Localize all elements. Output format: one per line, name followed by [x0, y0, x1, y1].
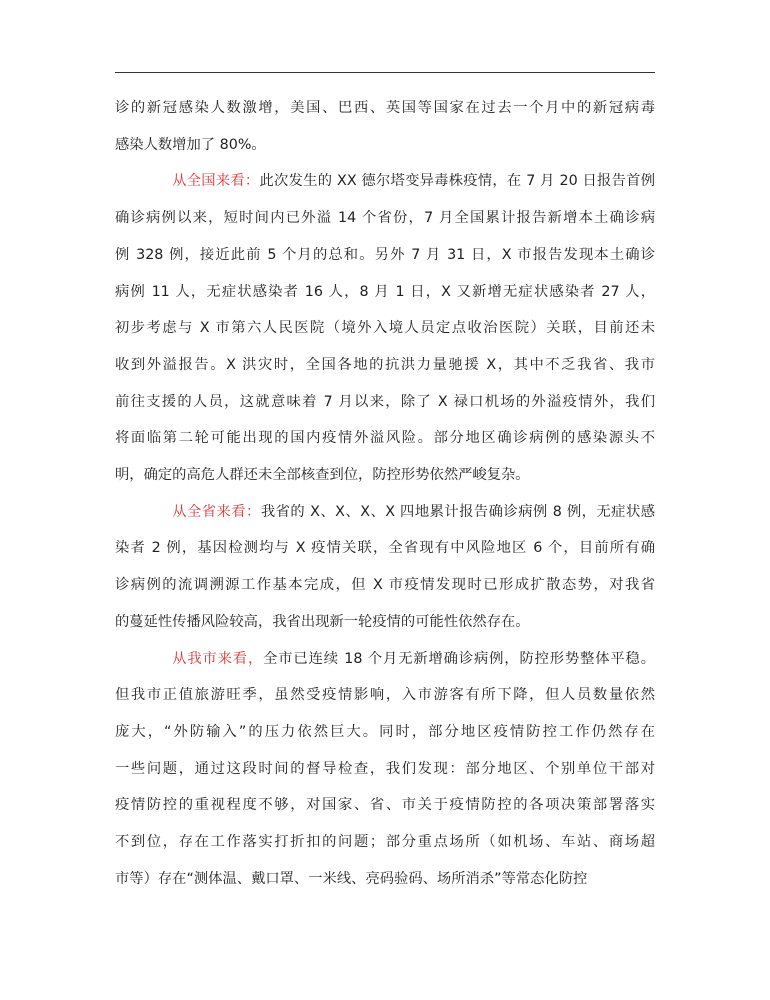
text-line — [115, 677, 655, 714]
line-text: 市等）存在“测体温、戴口罩、一米线、亮码验码、场所消杀”等常态化防控 — [115, 870, 588, 887]
line-text: 诊病例的流调溯源工作基本完成，但 X 市疫情发现时已形成扩散态势，对我省 — [115, 577, 655, 594]
line-text: 我省的 X、X、X、X 四地累计报告确诊病例 8 例，无症状感 — [260, 503, 656, 520]
text-line — [115, 567, 655, 604]
line-text: 感染人数增加了 80%。 — [115, 136, 266, 153]
text-line — [115, 824, 655, 861]
section-lead-label: 从全国来看： — [172, 173, 260, 190]
paragraph-national — [115, 163, 655, 493]
paragraph-provincial — [115, 494, 655, 641]
text-line — [115, 127, 655, 164]
line-text: 疫情防控的重视程度不够，对国家、省、市关于疫情防控的各项决策部署落实 — [115, 797, 655, 814]
text-line — [115, 90, 655, 127]
text-line — [115, 457, 655, 494]
text-line — [115, 494, 655, 531]
text-line — [115, 641, 655, 678]
line-text: 收到外溢报告。X 洪灾时，全国各地的抗洪力量驰援 X，其中不乏我省、我市 — [115, 356, 655, 373]
line-text: 例 328 例，接近此前 5 个月的总和。另外 7 月 31 日，X 市报告发现本土确诊 — [115, 246, 655, 263]
line-text: 将面临第二轮可能出现的国内疫情外溢风险。部分地区确诊病例的感染源头不 — [115, 430, 655, 447]
paragraph-intro-continuation — [115, 90, 655, 163]
text-line — [115, 604, 655, 641]
text-line — [115, 384, 655, 421]
document-body — [115, 90, 655, 897]
line-text: 确诊病例以来，短时间内已外溢 14 个省份，7 月全国累计报告新增本土确诊病 — [115, 210, 655, 227]
section-lead-label: 从全省来看： — [172, 503, 261, 520]
line-text: 明，确定的高危人群还未全部核查到位，防控形势依然严峻复杂。 — [115, 467, 530, 484]
line-text: 庞大，“外防输入”的压力依然巨大。同时，部分地区疫情防控工作仍然存在 — [115, 723, 655, 740]
text-line — [115, 787, 655, 824]
text-line — [115, 714, 655, 751]
text-line — [115, 310, 655, 347]
line-text: 全市已连续 18 个月无新增确诊病例，防控形势整体平稳。 — [263, 650, 656, 667]
text-line — [115, 751, 655, 788]
line-text: 病例 11 人，无症状感染者 16 人，8 月 1 日，X 又新增无症状感染者 27 人， — [115, 283, 655, 300]
text-line — [115, 237, 655, 274]
section-lead-label: 从我市来看， — [172, 650, 264, 667]
text-line — [115, 200, 655, 237]
line-text: 前往支援的人员，这就意味着 7 月以来，除了 X 禄口机场的外溢疫情外，我们 — [115, 393, 655, 410]
line-text: 一些问题，通过这段时间的督导检查，我们发现：部分地区、个别单位干部对 — [115, 760, 655, 777]
paragraph-city — [115, 641, 655, 898]
line-text: 初步考虑与 X 市第六人民医院（境外入境人员定点收治医院）关联，目前还未 — [115, 320, 655, 337]
text-line — [115, 861, 655, 898]
line-text: 诊的新冠感染人数激增，美国、巴西、英国等国家在过去一个月中的新冠病毒 — [115, 100, 655, 116]
line-text: 的蔓延性传播风险较高，我省出现新一轮疫情的可能性依然存在。 — [115, 613, 530, 630]
text-line — [115, 420, 655, 457]
text-line — [115, 347, 655, 384]
line-text: 此次发生的 XX 德尔塔变异毒株疫情，在 7 月 20 日报告首例 — [259, 173, 655, 190]
header-rule — [115, 72, 655, 73]
text-line — [115, 530, 655, 567]
text-line — [115, 274, 655, 311]
line-text: 不到位，存在工作落实打折扣的问题；部分重点场所（如机场、车站、商场超 — [115, 834, 655, 851]
line-text: 但我市正值旅游旺季，虽然受疫情影响，入市游客有所下降，但人员数量依然 — [115, 687, 655, 704]
line-text: 染者 2 例，基因检测均与 X 疫情关联，全省现有中风险地区 6 个，目前所有确 — [115, 540, 655, 557]
text-line — [115, 163, 655, 200]
